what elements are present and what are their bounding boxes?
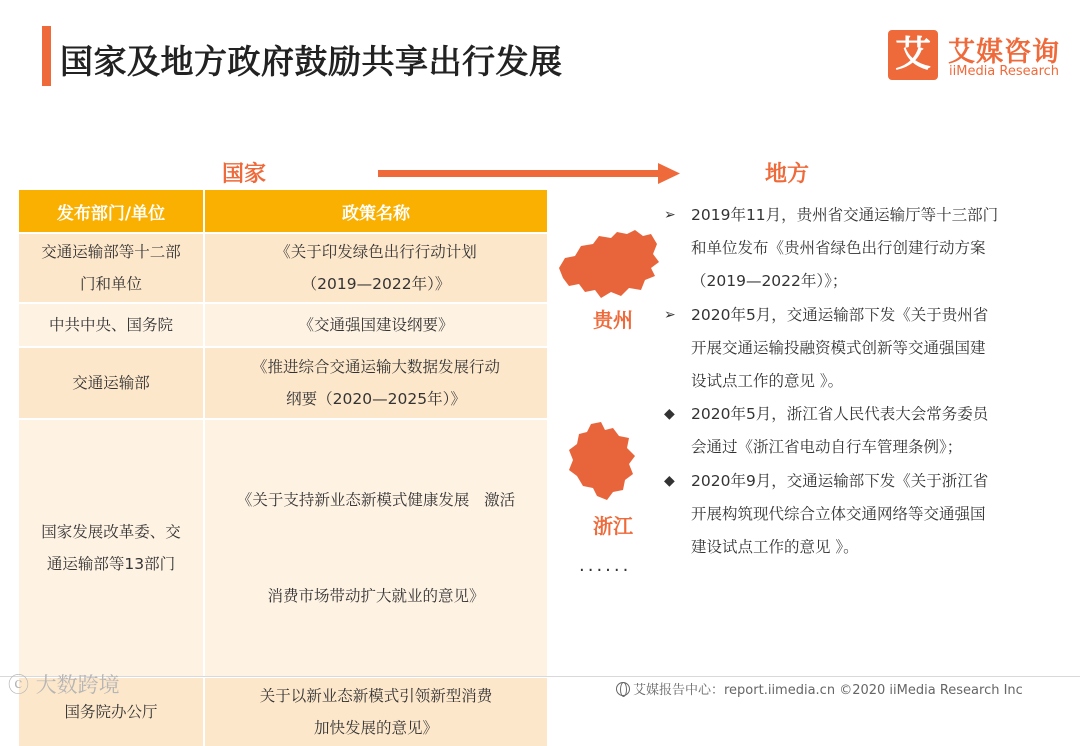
dept-cell: [19, 418, 205, 676]
policy-line: 纲要（2020—2025年）》: [286, 390, 466, 408]
globe-icon: [616, 682, 630, 696]
section-national-heading: 国家: [222, 162, 267, 187]
policy-line: 2020年9月，交通运输部下发《关于浙江省: [691, 472, 989, 490]
policy-line: 会通过《浙江省电动自行车管理条例》；: [691, 438, 963, 456]
list-item: [664, 199, 1044, 298]
column-header-policy: 政策名称: [205, 190, 547, 232]
zhejiang-label: 浙江: [593, 514, 633, 538]
policy-line: 和单位发布《贵州省绿色出行创建行动方案: [691, 239, 986, 257]
more-ellipsis: ······: [579, 560, 632, 581]
list-item: [664, 398, 1044, 464]
policy-cell: [205, 232, 547, 302]
policy-cell: [205, 676, 547, 746]
policy-cell: [205, 346, 547, 418]
watermark: ⓒ 大数跨境: [8, 673, 120, 697]
dept-line: 门和单位: [79, 275, 142, 293]
footer-divider: [0, 676, 1080, 677]
table-row: [19, 346, 547, 418]
policy-line: 2020年5月，交通运输部下发《关于贵州省: [691, 306, 989, 324]
dept-line: 通运输部等13部门: [46, 555, 176, 573]
logo-en-text: iiMedia Research: [949, 64, 1060, 79]
column-header-dept: 发布部门/单位: [19, 190, 205, 232]
zhejiang-policy-list: [664, 398, 1044, 565]
national-policy-table: [19, 190, 547, 746]
policy-line: 消费市场带动扩大就业的意见》: [267, 587, 485, 605]
list-item: [664, 465, 1044, 564]
policy-line: 设试点工作的意见 》。: [691, 372, 844, 390]
iimedia-logo: [888, 28, 1068, 84]
diamond-bullet-icon: ◆: [664, 473, 675, 489]
table-header-row: [19, 190, 547, 232]
policy-line: 开展交通运输投融资模式创新等交通强国建: [691, 339, 986, 357]
table-row: [19, 302, 547, 346]
policy-line: 2019年11月，贵州省交通运输厅等十三部门: [691, 206, 999, 224]
dept-cell: [19, 302, 205, 346]
right-arrow-icon: [378, 160, 682, 188]
policy-line: 2020年5月，浙江省人民代表大会常务委员: [691, 405, 989, 423]
dept-cell: [19, 346, 205, 418]
section-local-heading: 地方: [765, 162, 810, 187]
table-row: [19, 418, 547, 676]
policy-line: 开展构筑现代综合立体交通网络等交通强国: [691, 505, 986, 523]
logo-mark-icon: 艾: [888, 30, 938, 80]
policy-line: 加快发展的意见》: [313, 719, 438, 737]
dept-line: 国务院办公厅: [64, 703, 158, 721]
dept-line: 交通运输部等十二部: [41, 243, 181, 261]
title-accent-bar: [42, 26, 51, 86]
policy-cell: [205, 418, 547, 676]
dept-line: 国家发展改革委、交: [41, 523, 181, 541]
policy-line: （2019—2022年）》；: [691, 272, 848, 290]
page-title: 国家及地方政府鼓励共享出行发展: [60, 42, 563, 81]
arrow-bullet-icon: ➢: [664, 207, 676, 223]
logo-cn-text: 艾媒咨询: [948, 37, 1060, 68]
list-item: [664, 299, 1044, 398]
table-row: [19, 232, 547, 302]
guizhou-label: 贵州: [593, 308, 633, 332]
policy-line: 《关于支持新业态新模式健康发展 激活: [236, 491, 516, 509]
guizhou-map-icon: [555, 228, 661, 300]
dept-line: 交通运输部: [72, 374, 150, 392]
arrow-bullet-icon: ➢: [664, 307, 676, 323]
zhejiang-map-icon: [567, 420, 637, 502]
dept-cell: [19, 232, 205, 302]
footer-source-text: 艾媒报告中心：report.iimedia.cn ©2020 iiMedia Research Inc: [633, 683, 1023, 698]
policy-cell: [205, 302, 547, 346]
policy-line: 关于以新业态新模式引领新型消费: [259, 687, 493, 705]
guizhou-policy-list: [664, 199, 1044, 399]
policy-line: 《交通强国建设纲要》: [298, 316, 454, 334]
dept-line: 中共中央、国务院: [48, 316, 173, 334]
diamond-bullet-icon: ◆: [664, 406, 675, 422]
policy-line: （2019—2022年）》: [301, 275, 451, 293]
footer-source: [616, 679, 1023, 698]
policy-line: 《推进综合交通运输大数据发展行动: [251, 358, 500, 376]
policy-line: 建设试点工作的意见 》。: [691, 538, 859, 556]
policy-line: 《关于印发绿色出行行动计划: [275, 243, 477, 261]
